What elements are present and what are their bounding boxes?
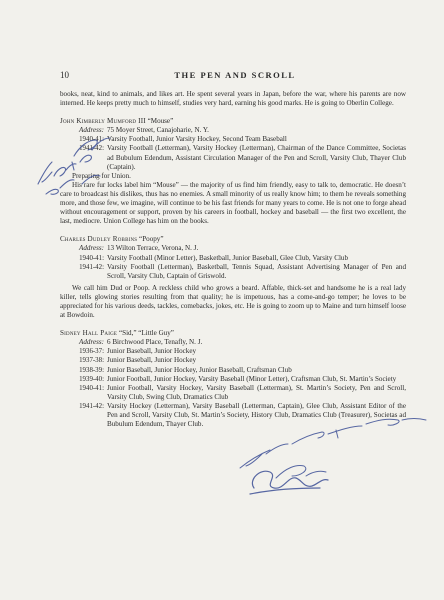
row-label: 1940-41: bbox=[79, 384, 104, 392]
entry-paragraph: His rare fur locks label him “Mouse” — the majority of us find him friendly, easy to talk to, democratic. He doesn’t care to broadcast his dislikes, thus has no enemies. A small minority of us really know him; to them he reveals something more, and those few, we imagine, will continue to be his fast friends for many years to come. He is not one to forge ahead without encouragement or support, proven by his careers in football, hockey and baseball — the first two excellent, the last, mediocre. Union College has him on the books. bbox=[60, 180, 406, 226]
row-value: Varsity Football (Letterman), Varsity Hockey (Letterman), Chairman of the Dance Committee, Societas ad Bubulum Edendum, Assistant Circulation Manager of the Pen and Scroll, Varsity Club, Thayer Club (Captain). bbox=[107, 144, 406, 171]
row-value: 6 Birchwood Place, Tenafly, N. J. bbox=[107, 338, 203, 347]
entry-heading bbox=[60, 329, 406, 338]
entry-row bbox=[60, 402, 406, 429]
entry-row bbox=[60, 384, 406, 402]
row-value: Varsity Football (Letterman), Basketball, Tennis Squad, Assistant Advertising Manager of Pen and Scroll, Varsity Club, Captain of Griswold. bbox=[107, 262, 406, 280]
row-label: Address: bbox=[79, 244, 104, 253]
handwritten-signature bbox=[244, 458, 334, 498]
intro-paragraph: books, neat, kind to animals, and likes art. He spent several years in Japan, before the war, where his parents are now interned. He keeps pretty much to himself, studies very hard, earning his good marks. He is going to Oberlin College. bbox=[60, 90, 406, 108]
student-entry-mumford bbox=[60, 117, 406, 226]
student-name: Charles Dudley Robbins bbox=[60, 235, 138, 244]
entry-row bbox=[60, 356, 406, 365]
entry-paragraph: We call him Dud or Poop. A reckless child who grows a beard. Affable, thick-set and handsome he is a real lady killer, tells glowing stories resulting from that quality; he is impetuous, has a come-and-go temper; he loves to be appreciated for his various deeds, tackles, comebacks, jokes, etc. He is going to zoom up to Maine and turn himself loose at Bowdoin. bbox=[60, 283, 406, 320]
entry-row bbox=[60, 144, 406, 171]
entry-heading bbox=[60, 235, 406, 244]
entry-row bbox=[60, 263, 406, 281]
entry-plans: Preparing for Union. bbox=[72, 171, 131, 180]
row-label: 1941-42: bbox=[79, 145, 104, 153]
row-value: Varsity Hockey (Letterman), Varsity Baseball (Letterman, Captain), Glee Club, Assistant Editor of the Pen and Scroll, Varsity Club, St. Martin’s Society, History Club, Dramatics Club (Treasurer), Societas ad Bubulum Edendum, Thayer Club. bbox=[107, 401, 406, 429]
row-label: Address: bbox=[79, 126, 104, 135]
student-name: Sidney Hall Paige bbox=[60, 329, 118, 338]
student-nickname: “Mouse” bbox=[147, 117, 174, 126]
row-label: 1940-41: bbox=[79, 136, 104, 144]
row-label: Address: bbox=[79, 338, 104, 347]
row-value: Junior Baseball, Junior Hockey bbox=[107, 356, 197, 365]
entry-row bbox=[60, 375, 406, 384]
student-nickname: “Sid,” “Little Guy” bbox=[118, 329, 174, 338]
entry-row bbox=[60, 347, 406, 356]
row-value: Junior Football, Varsity Hockey, Varsity Baseball (Letterman), St. Martin’s Society, Pen and Scroll, Varsity Club, Swing Club, Dramatics Club bbox=[107, 383, 406, 401]
row-label: 1941-42: bbox=[79, 263, 104, 271]
running-title: THE PEN AND SCROLL bbox=[174, 70, 296, 80]
page-body bbox=[60, 90, 406, 429]
entry-row bbox=[60, 135, 406, 144]
row-label: 1937-38: bbox=[79, 357, 104, 365]
entry-row bbox=[60, 366, 406, 375]
page-header bbox=[60, 70, 410, 80]
entry-heading bbox=[60, 117, 406, 126]
entry-row bbox=[60, 338, 406, 347]
row-value: Junior Football, Junior Hockey, Varsity Baseball (Minor Letter), Craftsman Club, St. Martin’s Society bbox=[107, 374, 397, 383]
row-label: 1940-41: bbox=[79, 254, 104, 262]
row-value: Varsity Football (Minor Letter), Basketball, Junior Baseball, Glee Club, Varsity Club bbox=[107, 253, 349, 262]
row-label: 1941-42: bbox=[79, 402, 104, 410]
row-value: 75 Moyer Street, Canajoharie, N. Y. bbox=[107, 126, 209, 135]
entry-row bbox=[60, 126, 406, 135]
row-label: 1939-40: bbox=[79, 375, 104, 383]
page-number: 10 bbox=[60, 70, 69, 80]
row-label: 1938-39: bbox=[79, 366, 104, 374]
row-label: 1936-37: bbox=[79, 348, 104, 356]
row-value: Varsity Football, Junior Varsity Hockey, Second Team Baseball bbox=[107, 135, 287, 144]
entry-row bbox=[60, 244, 406, 253]
student-entry-paige bbox=[60, 329, 406, 429]
student-name: John Kimberly Mumford III bbox=[60, 117, 146, 126]
entry-row bbox=[60, 254, 406, 263]
row-value: 13 Wilton Terrace, Verona, N. J. bbox=[107, 244, 199, 253]
row-value: Junior Baseball, Junior Hockey, Junior Baseball, Craftsman Club bbox=[107, 365, 292, 374]
student-nickname: “Poopy” bbox=[139, 235, 164, 244]
row-value: Junior Baseball, Junior Hockey bbox=[107, 347, 197, 356]
student-entry-robbins bbox=[60, 235, 406, 320]
